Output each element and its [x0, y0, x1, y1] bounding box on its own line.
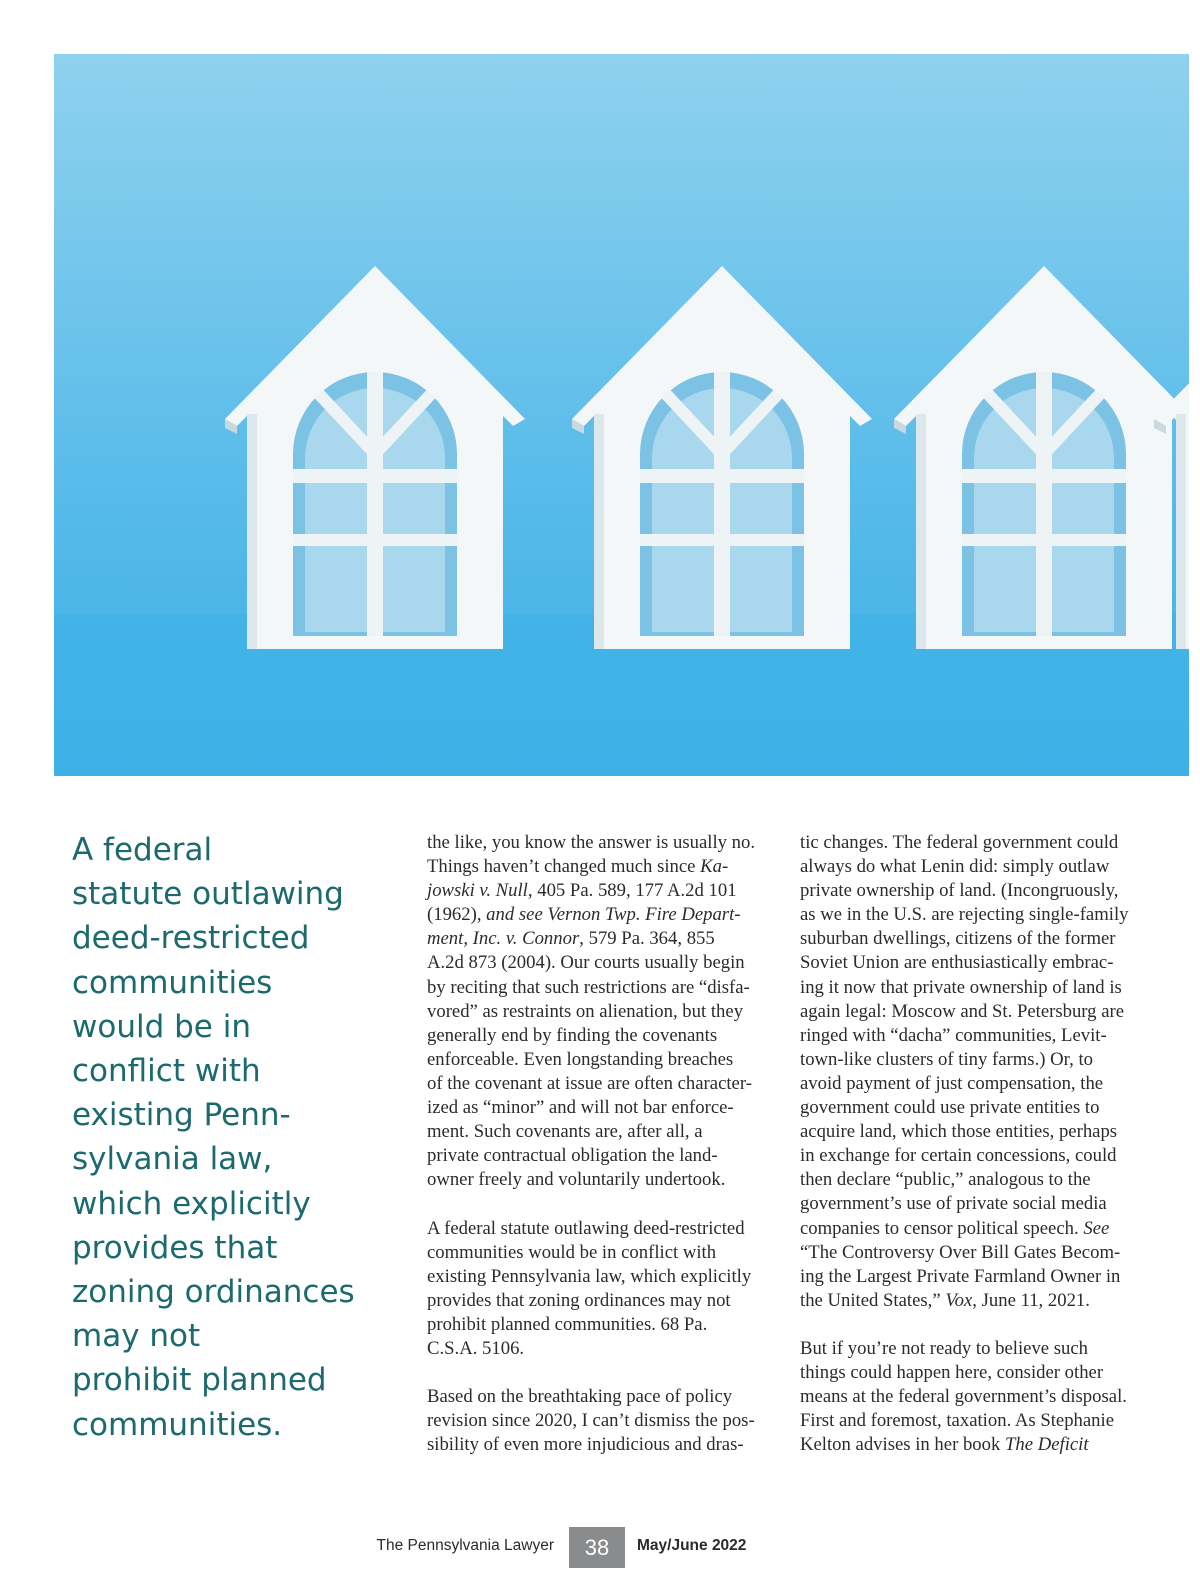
- text-line: ing the Largest Private Farmland Owner in: [800, 1265, 1121, 1287]
- text-line: Things haven’t changed much since Ka-: [427, 856, 729, 878]
- pull-quote-line: conflict with: [72, 1053, 261, 1090]
- text-line: tic changes. The federal government could: [800, 832, 1119, 853]
- text-line: ment, Inc. v. Connor, 579 Pa. 364, 855: [427, 928, 715, 950]
- text-line: vored” as restraints on alienation, but they: [427, 1000, 744, 1022]
- paragraph: [427, 1217, 777, 1362]
- text-line: But if you’re not ready to believe such: [800, 1337, 1089, 1359]
- text-line: government could use private entities to: [800, 1097, 1100, 1119]
- text-line: First and foremost, taxation. As Stephanie: [800, 1410, 1115, 1432]
- text-line: ment. Such covenants are, after all, a: [427, 1121, 703, 1143]
- paragraph: [427, 1385, 777, 1457]
- text-line: owner freely and voluntarily undertook.: [427, 1169, 726, 1191]
- pull-quote-line: prohibit planned: [72, 1362, 327, 1399]
- text-line: as we in the U.S. are rejecting single-family: [800, 904, 1129, 926]
- pull-quote-line: statute outlawing: [72, 876, 344, 913]
- pull-quote-line: communities: [72, 964, 273, 1001]
- text-line: avoid payment of just compensation, the: [800, 1072, 1104, 1094]
- text-line: the United States,” Vox, June 11, 2021.: [800, 1289, 1090, 1311]
- case-name: ment, Inc. v. Connor: [427, 928, 580, 950]
- text-line: communities would be in conflict with: [427, 1241, 717, 1263]
- pull-quote-line: sylvania law,: [72, 1141, 273, 1178]
- pull-quote-line: existing Penn-: [72, 1097, 291, 1134]
- text-line: A.2d 873 (2004). Our courts usually begin: [427, 952, 745, 974]
- text-line: private contractual obligation the land-: [427, 1145, 718, 1167]
- paragraph: [800, 831, 1150, 1313]
- issue-date: May/June 2022: [637, 1537, 747, 1554]
- text-line: acquire land, which those entities, perhaps: [800, 1121, 1118, 1143]
- text-line: provides that zoning ordinances may not: [427, 1289, 731, 1311]
- text-line: prohibit planned communities. 68 Pa.: [427, 1313, 708, 1335]
- text-line: Kelton advises in her book The Deficit: [800, 1434, 1089, 1456]
- publication-name: The Pennsylvania Lawyer: [376, 1537, 554, 1554]
- page-number: 38: [569, 1527, 625, 1568]
- text-line: A federal statute outlawing deed-restricted: [427, 1217, 745, 1239]
- case-name: and see Vernon Twp. Fire Depart-: [486, 904, 741, 926]
- text-line: always do what Lenin did: simply outlaw: [800, 856, 1110, 878]
- article-column-2: [800, 831, 1150, 1457]
- pull-quote-line: provides that: [72, 1229, 278, 1266]
- pull-quote-line: may not: [72, 1318, 201, 1355]
- text-line: “The Controversy Over Bill Gates Becom-: [800, 1241, 1121, 1263]
- pull-quote-line: deed-restricted: [72, 920, 310, 957]
- text-line: companies to censor political speech. See: [800, 1217, 1110, 1239]
- text-line: ringed with “dacha” communities, Levit-: [800, 1024, 1107, 1046]
- pull-quote-line: would be in: [72, 1008, 251, 1045]
- text-line: generally end by finding the covenants: [427, 1024, 718, 1046]
- text-line: means at the federal government’s disposal.: [800, 1386, 1127, 1408]
- text-line: then declare “public,” analogous to the: [800, 1169, 1091, 1191]
- pull-quote: [72, 828, 382, 1447]
- case-name: Ka-: [700, 856, 729, 878]
- text-line: of the covenant at issue are often character-: [427, 1072, 752, 1094]
- paragraph: [427, 831, 777, 1192]
- text-line: existing Pennsylvania law, which explicitly: [427, 1265, 752, 1287]
- pull-quote-line: which explicitly: [72, 1185, 311, 1222]
- text-line: Based on the breathtaking pace of policy: [427, 1386, 733, 1408]
- text-line: the like, you know the answer is usually no.: [427, 832, 756, 853]
- publication-name: Vox: [945, 1289, 973, 1311]
- text-line: Soviet Union are enthusiastically embrac-: [800, 952, 1114, 974]
- text-line: revision since 2020, I can’t dismiss the pos-: [427, 1410, 755, 1432]
- text-line: in exchange for certain concessions, could: [800, 1145, 1117, 1167]
- text-line: ing it now that private ownership of land is: [800, 976, 1122, 998]
- text-line: again legal: Moscow and St. Petersburg are: [800, 1000, 1125, 1022]
- paragraph: [800, 1337, 1150, 1457]
- pull-quote-line: zoning ordinances: [72, 1274, 355, 1311]
- pull-quote-line: communities.: [72, 1406, 283, 1443]
- text-line: suburban dwellings, citizens of the former: [800, 928, 1116, 950]
- hero-photo-houses: [54, 54, 1189, 776]
- text-line: ized as “minor” and will not bar enforce-: [427, 1097, 734, 1119]
- text-line: enforceable. Even longstanding breaches: [427, 1048, 734, 1070]
- text-line: C.S.A. 5106.: [427, 1337, 525, 1359]
- text-line: (1962), and see Vernon Twp. Fire Depart-: [427, 904, 741, 926]
- text-line: things could happen here, consider other: [800, 1362, 1104, 1384]
- text-line: government’s use of private social media: [800, 1193, 1107, 1215]
- text-line: town-like clusters of tiny farms.) Or, to: [800, 1048, 1093, 1070]
- book-title: The Deficit: [1005, 1434, 1089, 1456]
- text-line: jowski v. Null, 405 Pa. 589, 177 A.2d 101: [427, 880, 737, 902]
- citation-signal: See: [1083, 1217, 1110, 1239]
- text-line: sibility of even more injudicious and dras-: [427, 1434, 744, 1456]
- text-line: private ownership of land. (Incongruously,: [800, 880, 1119, 902]
- text-line: by reciting that such restrictions are “disfa-: [427, 976, 750, 998]
- article-column-1: [427, 831, 777, 1457]
- pull-quote-line: A federal: [72, 832, 213, 868]
- page-footer: [0, 1527, 1200, 1568]
- case-name: jowski v. Null: [427, 880, 528, 902]
